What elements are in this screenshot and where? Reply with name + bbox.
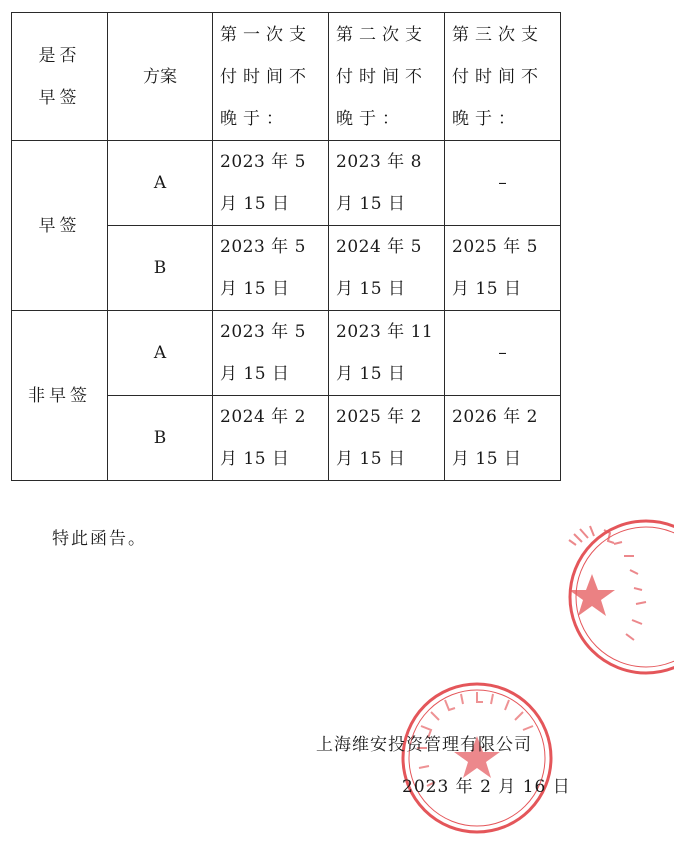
group-label-non-early: 非早签 [12, 311, 108, 481]
header-first-payment: 第一次支 付时间不 晚于： [213, 13, 329, 141]
first-payment-cell: 2023 年 5 月 15 日 [213, 311, 329, 396]
signature-date: 2023 年 2 月 16 日 [402, 777, 571, 797]
table-header-row [12, 13, 561, 141]
first-payment-cell: 2024 年 2 月 15 日 [213, 396, 329, 481]
table-row [12, 141, 561, 226]
company-seal [397, 678, 557, 838]
group-label-early: 早签 [12, 141, 108, 311]
first-payment-cell: 2023 年 5 月 15 日 [213, 141, 329, 226]
payment-schedule-table [11, 12, 561, 481]
second-payment-cell: 2023 年 11 月 15 日 [329, 311, 445, 396]
first-payment-cell: 2023 年 5 月 15 日 [213, 226, 329, 311]
company-seal-partial [564, 512, 674, 682]
header-early-sign: 是否 早签 [12, 13, 108, 141]
signature-company: 上海维安投资管理有限公司 [316, 735, 532, 755]
header-plan: 方案 [108, 13, 213, 141]
table-row [12, 311, 561, 396]
second-payment-cell: 2023 年 8 月 15 日 [329, 141, 445, 226]
header-third-payment: 第三次支 付时间不 晚于： [445, 13, 561, 141]
third-payment-cell: 2026 年 2 月 15 日 [445, 396, 561, 481]
closing-statement: 特此函告。 [52, 529, 147, 549]
third-payment-cell: – [445, 311, 561, 396]
second-payment-cell: 2025 年 2 月 15 日 [329, 396, 445, 481]
second-payment-cell: 2024 年 5 月 15 日 [329, 226, 445, 311]
third-payment-cell: 2025 年 5 月 15 日 [445, 226, 561, 311]
header-second-payment: 第二次支 付时间不 晚于： [329, 13, 445, 141]
plan-cell: A [108, 141, 213, 226]
third-payment-cell: – [445, 141, 561, 226]
plan-cell: B [108, 396, 213, 481]
plan-cell: B [108, 226, 213, 311]
plan-cell: A [108, 311, 213, 396]
